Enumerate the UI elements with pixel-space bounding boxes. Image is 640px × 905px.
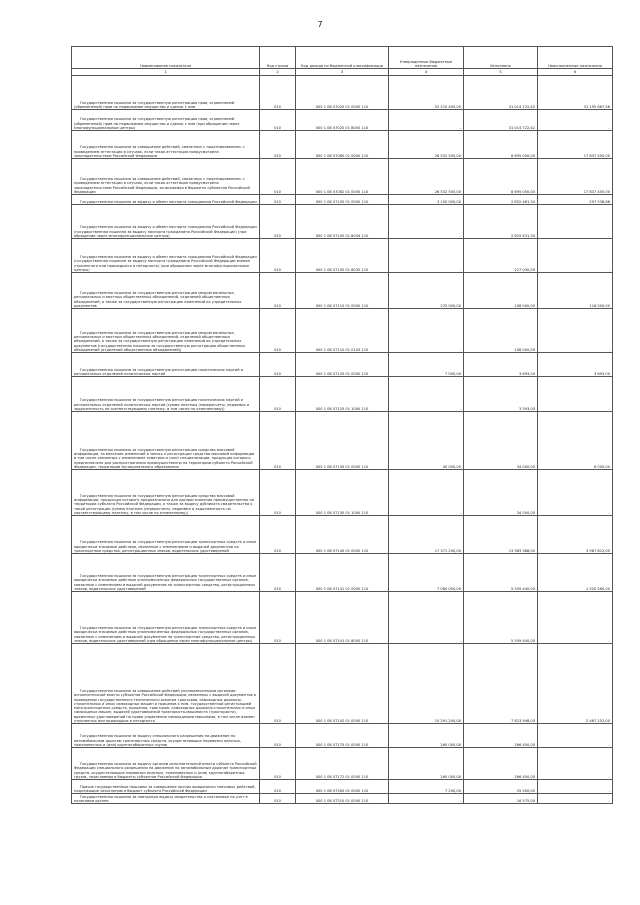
row-line-code: 010 xyxy=(260,110,296,131)
row-executed: 3 593,00 xyxy=(464,377,538,412)
row-approved: - xyxy=(389,470,464,516)
row-name-cell xyxy=(72,159,260,195)
row-name-cell xyxy=(72,273,260,309)
table-row xyxy=(72,644,613,724)
table-row xyxy=(72,309,613,353)
row-approved: 7 000,00 xyxy=(389,353,464,377)
table-row xyxy=(72,110,613,131)
row-name: Государственная пошлина за государственную регистрацию межрегиональных, региональных и местных общественных объединений, отделений общественных объединений, а также за государственную регистрацию изменений их учредительных документов xyxy=(74,291,242,308)
row-income-code: 000 1 08 07082 01 0000 110 xyxy=(296,159,389,195)
table-row xyxy=(72,353,613,377)
row-income-code: 000 1 08 07100 01 0000 110 xyxy=(296,195,389,205)
row-income-code: 000 1 08 07141 01 8000 110 xyxy=(296,592,389,644)
row-approved: - xyxy=(389,239,464,273)
row-line-code: 010 xyxy=(260,644,296,724)
row-executed: 13 383 388,00 xyxy=(464,516,538,554)
row-unexecuted: - xyxy=(538,470,613,516)
row-line-code: 010 xyxy=(260,273,296,309)
row-name: Государственная пошлина за государственную регистрацию транспортных средств и иные юридически значимые действия уполномоченных федеральных государственных органов, связанные с изменением и выдачей документов на транспортные средства, регистрационных знаков, водительских удостоверений (при обращении через многофункциональные центры) xyxy=(74,626,257,643)
row-income-code: 000 1 08 07020 01 8000 110 xyxy=(296,110,389,131)
row-unexecuted: - xyxy=(538,377,613,412)
row-approved: 7 080 000,00 xyxy=(389,554,464,592)
row-income-code: 000 1 08 07120 01 0000 110 xyxy=(296,353,389,377)
header-line-code: Код строки xyxy=(260,47,296,69)
row-executed: 3 693,00 xyxy=(464,353,538,377)
table-row xyxy=(72,412,613,470)
row-executed: 16 575,00 xyxy=(464,794,538,804)
column-number: 1 xyxy=(72,69,260,76)
row-executed: 266 400,00 xyxy=(464,724,538,748)
table-body xyxy=(72,76,613,804)
table-row xyxy=(72,76,613,110)
table-row xyxy=(72,470,613,516)
row-unexecuted: - xyxy=(538,205,613,239)
table-row xyxy=(72,239,613,273)
table-row xyxy=(72,554,613,592)
row-approved: 225 000,00 xyxy=(389,273,464,309)
column-number: 6 xyxy=(538,69,613,76)
row-name: Государственная пошлина за государственную регистрацию политических партий и региональных отделений политических партий (сумма платежа (перерасчеты, недоимка и задолженность по соответствующему платежу, в том числе по отмененному)) xyxy=(74,398,250,411)
row-line-code: 010 xyxy=(260,353,296,377)
row-line-code: 010 xyxy=(260,377,296,412)
row-executed: 108 000,00 xyxy=(464,309,538,353)
row-name-cell xyxy=(72,470,260,516)
row-unexecuted: 3 693,00 xyxy=(538,353,613,377)
table-row xyxy=(72,205,613,239)
row-approved: - xyxy=(389,794,464,804)
table-row xyxy=(72,273,613,309)
row-name-cell xyxy=(72,110,260,131)
row-line-code: 010 xyxy=(260,592,296,644)
row-executed: 7 823 948,00 xyxy=(464,644,538,724)
row-income-code: 000 1 08 07170 01 0000 110 xyxy=(296,724,389,748)
row-executed: 31 014 722,42 xyxy=(464,76,538,110)
table-row xyxy=(72,159,613,195)
row-line-code: 010 xyxy=(260,748,296,780)
row-income-code: 000 1 08 07130 01 0000 110 xyxy=(296,412,389,470)
row-name-cell xyxy=(72,412,260,470)
row-unexecuted: - xyxy=(538,110,613,131)
row-name-cell xyxy=(72,554,260,592)
row-unexecuted: - xyxy=(538,748,613,780)
row-approved: - xyxy=(389,592,464,644)
row-name-cell xyxy=(72,353,260,377)
column-number-row xyxy=(72,69,613,76)
row-name: Прочие государственные пошлины за совершение прочих юридически значимых действий, подлежащие зачислению в бюджет субъекта Российской Федерации xyxy=(74,784,256,793)
row-executed: 34 000,00 xyxy=(464,470,538,516)
row-unexecuted: 118 000,00 xyxy=(538,273,613,309)
header-approved: Утвержденные бюджетные назначения xyxy=(389,47,464,69)
row-name-cell xyxy=(72,644,260,724)
row-approved: 52 210 400,00 xyxy=(389,76,464,110)
row-name: Государственная пошлина за выдачу и обмен паспорта гражданина Российской Федерации (государственная пошлина за выдачу паспорта гражданина Российской Федерации) (при обращении через многофункциональные центры) xyxy=(74,225,257,238)
table-row xyxy=(72,724,613,748)
row-name: Государственная пошлина за выдачу специального разрешения на движение по автомобильным дорогам транспортных средств, осуществляющих перевозки опасных, тяжеловесных и (или) крупногабаритных грузов xyxy=(74,734,242,747)
row-unexecuted: 17 837 450,00 xyxy=(538,159,613,195)
row-unexecuted: - xyxy=(538,794,613,804)
row-name-cell xyxy=(72,794,260,804)
row-executed: 8 695 050,00 xyxy=(464,159,538,195)
header-executed: Исполнено xyxy=(464,47,538,69)
row-approved: 260 000,00 xyxy=(389,748,464,780)
row-name: Государственная пошлина за государственную регистрацию средства массовой информации, за внесение изменений в запись о регистрации средства массовой информации в том числе связанных с изменением тематики и (или) специализации, продукция которого предназначена для распространения преимущественно на территории субъекта Российской Федерации, территории муниципального образования xyxy=(74,447,255,469)
row-approved: - xyxy=(389,377,464,412)
row-name-cell xyxy=(72,516,260,554)
row-approved: 10 291 200,00 xyxy=(389,644,464,724)
table-row xyxy=(72,780,613,794)
row-executed: 5 559 440,00 xyxy=(464,592,538,644)
row-line-code: 010 xyxy=(260,309,296,353)
row-executed: 31 014 722,42 xyxy=(464,110,538,131)
header-unexecuted: Неисполненные назначения xyxy=(538,47,613,69)
row-name-cell xyxy=(72,724,260,748)
row-name: Государственная пошлина за выдачу органом исполнительной власти субъекта Российской Федерации специального разрешения на движение по автомобильным дорогам транспортных средств, осуществляющих перевозки опасных, тяжеловесных и (или) крупногабаритных грузов, зачисляемая в бюджеты субъектов Российской Федерации xyxy=(74,762,257,779)
row-executed: 2 625 431,34 xyxy=(464,205,538,239)
row-unexecuted: - xyxy=(538,309,613,353)
row-name-cell xyxy=(72,592,260,644)
row-approved: 26 532 500,00 xyxy=(389,159,464,195)
row-income-code: 000 1 08 07141 01 0000 110 xyxy=(296,554,389,592)
row-executed: 266 400,00 xyxy=(464,748,538,780)
row-name: Государственная пошлина за государственную регистрацию прав, ограничений (обременений) прав на недвижимое имущество и сделок с ним (при обращении через многофункциональные центры) xyxy=(74,117,240,130)
table-row xyxy=(72,516,613,554)
page-number: 7 xyxy=(317,20,323,29)
row-unexecuted: - xyxy=(538,592,613,644)
row-income-code: 000 1 08 07300 01 0000 110 xyxy=(296,780,389,794)
row-income-code: 000 1 08 07140 01 0000 110 xyxy=(296,516,389,554)
row-executed: 108 000,00 xyxy=(464,273,538,309)
row-income-code: 000 1 08 07100 01 8034 110 xyxy=(296,205,389,239)
column-number: 3 xyxy=(296,69,389,76)
row-name-cell xyxy=(72,131,260,159)
row-income-code: 000 1 08 07172 01 0000 110 xyxy=(296,748,389,780)
row-name-cell xyxy=(72,76,260,110)
row-approved: - xyxy=(389,110,464,131)
row-unexecuted: 2 467 252,00 xyxy=(538,644,613,724)
row-executed: 5 559 440,00 xyxy=(464,554,538,592)
header-indicator-name: Наименование показателя xyxy=(72,47,260,69)
row-income-code: 000 1 08 07100 01 8035 110 xyxy=(296,239,389,273)
row-name-cell xyxy=(72,239,260,273)
row-executed: 8 695 050,00 xyxy=(464,131,538,159)
row-unexecuted: 17 837 450,00 xyxy=(538,131,613,159)
row-name-cell xyxy=(72,377,260,412)
row-unexecuted: 3 987 812,00 xyxy=(538,516,613,554)
row-income-code: 000 1 08 07020 01 0000 110 xyxy=(296,76,389,110)
row-approved: 7 200,00 xyxy=(389,780,464,794)
table-row xyxy=(72,748,613,780)
row-income-code: 000 1 08 07142 01 0000 110 xyxy=(296,644,389,724)
row-line-code: 010 xyxy=(260,131,296,159)
table-header-row xyxy=(72,47,613,69)
row-approved: 260 000,00 xyxy=(389,724,464,748)
row-approved: - xyxy=(389,205,464,239)
row-executed: 34 000,00 xyxy=(464,412,538,470)
row-name: Государственная пошлина за государственную регистрацию транспортных средств и иные юридически значимые действия уполномоченных федеральных государственных органов, связанные с изменением и выдачей документов на транспортные средства, регистрационных знаков, водительских удостоверений xyxy=(74,574,257,591)
row-name: Государственная пошлина за государственную регистрацию средства массовой информации, продукция которого предназначена для распространения преимущественно на территории субъекта Российской Федерации, а также за выдачу дубликата свидетельства о такой регистрации (сумма платежа (перерасчеты, недоимка и задолженность по соответствующему платежу, в том числе по отмененному)) xyxy=(74,493,255,515)
row-name: Государственная пошлина за совершение действий, связанных с лицензированием, с проведением аттестации в случаях, если такая аттестация предусмотрена законодательством Российской Федерации, зачисляемая в бюджеты субъектов Российской Федерации xyxy=(74,177,250,194)
row-name: Государственная пошлина за государственную регистрацию прав, ограничений (обременений) прав на недвижимое имущество и сделок с ним xyxy=(74,100,235,109)
row-name-cell xyxy=(72,780,260,794)
row-name: Государственная пошлина за выдачу и обмен паспорта гражданина Российской Федерации (государственная пошлина за выдачу паспорта гражданина Российской Федерации взамен утраченного или пришедшего в негодность) (при обращении через многофункциональные центры) xyxy=(74,255,257,272)
row-income-code: 000 1 08 07080 01 0000 110 xyxy=(296,131,389,159)
row-income-code: 000 1 08 07110 01 0000 110 xyxy=(296,273,389,309)
row-executed: 25 500,00 xyxy=(464,780,538,794)
row-name: Государственная пошлина за выдачу и обмен паспорта гражданина Российской Федерации xyxy=(80,199,257,204)
row-unexecuted: - xyxy=(538,239,613,273)
table-row xyxy=(72,377,613,412)
row-line-code: 010 xyxy=(260,516,296,554)
row-name-cell xyxy=(72,309,260,353)
row-executed: 2 852 461,34 xyxy=(464,195,538,205)
row-name: Государственная пошлина за государственную регистрацию межрегиональных, региональных и местных общественных объединений, отделений общественных объединений, а также за государственную регистрацию изменений их учредительных документов (государственная пошлина за государственную регистрацию общественных объединений (отделений общественных объединений)) xyxy=(74,330,246,352)
row-name: Государственная пошлина за совершение действий уполномоченными органами исполнительной власти субъектов Российской Федерации, связанных с выдачей документов о проведении государственного технического осмотра тракторов, самоходных дорожно-строительных и иных самоходных машин и прицепов к ним, государственной регистрацией мототранспортных средств, прицепов, тракторов, самоходных дорожно-строительных и иных самоходных машин, выдачей удостоверений тракториста-машиниста (тракториста), временных удостоверений на право управления самоходными машинами, в том числе взамен утраченных или пришедших в негодность xyxy=(74,689,256,723)
row-name-cell xyxy=(72,748,260,780)
row-unexecuted: 6 000,00 xyxy=(538,412,613,470)
row-line-code: 010 xyxy=(260,412,296,470)
row-name-cell xyxy=(72,195,260,205)
row-income-code: 000 1 08 07310 01 0000 110 xyxy=(296,794,389,804)
row-name-cell xyxy=(72,205,260,239)
row-income-code: 000 1 08 07120 01 1000 110 xyxy=(296,377,389,412)
row-line-code: 010 xyxy=(260,159,296,195)
row-line-code: 010 xyxy=(260,239,296,273)
row-line-code: 010 xyxy=(260,205,296,239)
row-name: Государственная пошлина за государственную регистрацию политических партий и региональных отделений политических партий xyxy=(74,367,244,376)
row-name: Государственная пошлина за государственную регистрацию транспортных средств и иные юридически значимые действия, связанные с изменениями и выдачей документов на транспортные средства, регистрационных знаков, водительских удостоверений xyxy=(74,540,257,553)
row-line-code: 010 xyxy=(260,780,296,794)
row-unexecuted: - xyxy=(538,780,613,794)
table-row xyxy=(72,794,613,804)
row-unexecuted: - xyxy=(538,724,613,748)
row-name: Государственная пошлина за совершение действий, связанных с лицензированием, с проведением аттестации в случаях, если такая аттестация предусмотрена законодательством Российской Федерации xyxy=(74,145,245,158)
row-approved: 40 000,00 xyxy=(389,412,464,470)
row-unexecuted: 297 538,66 xyxy=(538,195,613,205)
header-income-code: Код дохода по бюджетной классификации xyxy=(296,47,389,69)
row-line-code: 010 xyxy=(260,195,296,205)
table-row xyxy=(72,195,613,205)
row-line-code: 010 xyxy=(260,470,296,516)
row-income-code: 000 1 08 07110 01 0103 110 xyxy=(296,309,389,353)
row-approved: - xyxy=(389,309,464,353)
row-approved: 17 371 200,00 xyxy=(389,516,464,554)
table-row xyxy=(72,131,613,159)
row-line-code: 010 xyxy=(260,554,296,592)
row-line-code: 010 xyxy=(260,724,296,748)
row-unexecuted: 31 195 667,58 xyxy=(538,76,613,110)
row-income-code: 000 1 08 07130 01 1000 110 xyxy=(296,470,389,516)
column-number: 4 xyxy=(389,69,464,76)
table-row xyxy=(72,592,613,644)
row-executed: 227 030,00 xyxy=(464,239,538,273)
row-line-code: 010 xyxy=(260,794,296,804)
row-approved: 26 532 500,00 xyxy=(389,131,464,159)
budget-report-table xyxy=(71,46,613,804)
row-name: Государственная пошлина за повторную выдачу свидетельства о постановке на учет в налоговом органе xyxy=(74,794,248,803)
column-number: 5 xyxy=(464,69,538,76)
row-unexecuted: 1 520 560,00 xyxy=(538,554,613,592)
row-line-code: 010 xyxy=(260,76,296,110)
column-number: 2 xyxy=(260,69,296,76)
row-approved: 3 150 000,00 xyxy=(389,195,464,205)
